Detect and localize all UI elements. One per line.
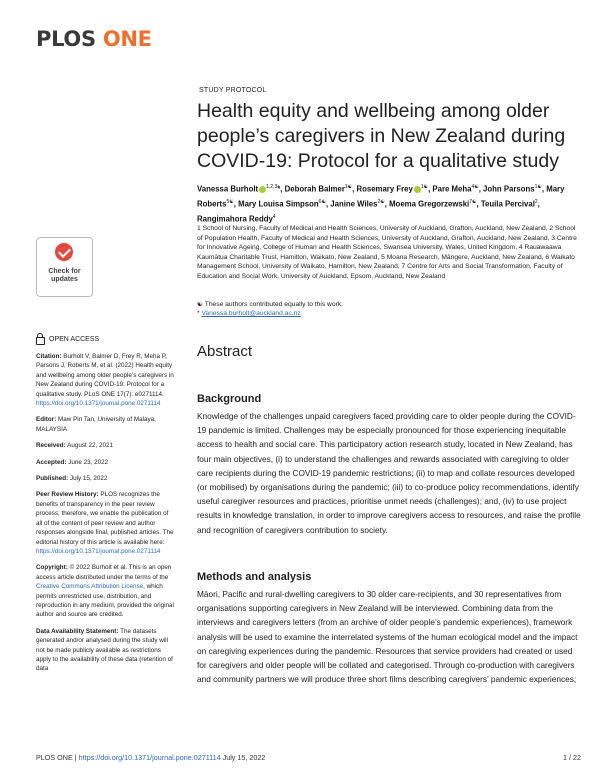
author-name[interactable]: Vanessa Burholt (197, 184, 259, 194)
author-separator: , (384, 199, 390, 209)
logo-plos: PLOS (36, 27, 96, 51)
equal-contribution-note: ☯ These authors contributed equally to this work. (197, 301, 344, 308)
author-name[interactable]: Rosemary Frey (356, 184, 413, 194)
author-separator: , (428, 184, 433, 194)
author-affiliation-marker: 4☯ (471, 184, 479, 190)
logo-one: ONE (102, 27, 152, 51)
author-affiliation-marker: 1☯ (420, 184, 429, 190)
email-link[interactable]: Vanessa.burholt@auckland.ac.nz (201, 310, 301, 318)
editor-block (36, 415, 176, 434)
accepted-block (36, 458, 176, 467)
editor-text: Maw Pin Tan, University of Malaya, MALAYSIA (36, 416, 156, 433)
badge-label (37, 268, 92, 284)
open-access-text: OPEN ACCESS (49, 335, 100, 343)
author-name[interactable]: Pare Meha (432, 184, 472, 194)
check-for-updates-badge[interactable] (36, 237, 93, 297)
data-availability-text: The datasets generated and/or analysed during the study will not be made publicly available as restrictions apply to the availability of these data (retention of data (36, 627, 173, 673)
email-mark: * (197, 310, 202, 318)
author-affiliation-marker: 4 (272, 214, 276, 221)
footer-doi-link[interactable]: https://doi.org/10.1371/journal.pone.0271114 (78, 753, 221, 762)
received-label: Received: (36, 442, 66, 450)
citation-doi-link[interactable]: https://doi.org/10.1371/journal.pone.0271114 (36, 400, 161, 408)
author-affiliation-marker: 2☯ (377, 199, 385, 206)
author-name[interactable]: Deborah Balmer (284, 184, 345, 194)
author-notes (197, 300, 577, 319)
author-separator: , (541, 184, 547, 194)
author-affiliation-marker: 6☯ (318, 199, 326, 206)
author-affiliation-marker: 2 (534, 199, 538, 206)
author-name[interactable]: John Parsons (483, 184, 535, 194)
badge-line-1: Check for (48, 268, 81, 275)
author-name[interactable]: Teuila Percival (480, 199, 535, 209)
author-separator: , (325, 199, 331, 209)
editor-label: Editor: (36, 416, 57, 424)
methods-paragraph: Māori, Pacific and rural-dwelling caregivers to 30 older care-recipients, and 30 representatives from organisations supporting caregivers in New Zealand will be interviewed. Combining data from the interviews and caregivers letters (from an archive of older people’s pandemic experiences), framework analysis will be used to examine the interrelated systems of the human ecological model and the impact on caregiving experiences during the pandemic. Resources that service providers had created or used for caregivers and older people will be collated and categorised. Through co-production with caregivers and community partners we will produce three short films describing caregivers’ pandemic experiences; (197, 589, 578, 685)
orcid-icon[interactable] (414, 186, 421, 193)
page-footer (36, 753, 581, 762)
background-paragraph: Knowledge of the challenges unpaid caregivers faced providing care to older people during the COVID-19 pandemic is limited. Challenges may be especially pronounced for those experiencing inequitable access to health and social care. This participatory action research study, located in New Zealand, has four main objectives, (i) to understand the challenges and rewards associated with caregiving to older care recipients during the COVID-19 pandemic restrictions; (ii) to map and collate resources developed (or mobilised) by organisations during the pandemic; (iii) to co-produce policy recommendations, identify useful caregiver resources and practices, prioritise unmet needs (challenges); and, (iv) to use project results in knowledge translation, in order to improve caregivers access to resources, and raise the profile and recognition of caregivers contribution to society. (197, 411, 581, 535)
background-heading: Background (197, 393, 262, 405)
accepted-date: June 23, 2022 (66, 458, 109, 466)
author-affiliation-marker: 5☯ (226, 199, 234, 206)
copyright-text: © 2022 Burholt et al. This is an open access article distributed under the terms of the (36, 564, 172, 581)
author-name[interactable]: Mary Roberts (197, 184, 565, 209)
footer-separator: | (72, 753, 79, 762)
published-date: July 15, 2022 (68, 475, 108, 483)
data-availability-block (36, 627, 176, 674)
author-affiliation-marker: 1,2,3 (266, 184, 278, 190)
received-date: August 22, 2021 (65, 442, 114, 450)
author-name[interactable]: Rangimahora Reddy (197, 214, 273, 224)
license-link[interactable]: Creative Commons Attribution License (36, 583, 144, 591)
author-list (197, 181, 577, 226)
corresponding-email-line (197, 309, 577, 318)
copyright-block (36, 563, 176, 619)
corresponding-mark: * (277, 184, 281, 194)
peer-review-text: PLOS recognizes the benefits of transparency in the peer review process; therefore, we enable the publication of all of the content of peer review and author responses alongside final, published articles. The editorial history of this article is available here: (36, 491, 174, 546)
author-name[interactable]: Janine Wiles (330, 199, 378, 209)
methods-heading: Methods and analysis (197, 571, 312, 583)
author-separator: , (537, 199, 540, 209)
data-availability-label: Data Availability Statement: (36, 627, 119, 635)
copyright-label: Copyright: (36, 564, 68, 572)
author-affiliation-marker: 7☯ (469, 199, 477, 206)
citation-label: Citation: (36, 353, 62, 360)
peer-review-block (36, 490, 176, 556)
peer-review-link[interactable]: https://doi.org/10.1371/journal.pone.0271114 (36, 547, 161, 555)
article-sidebar (36, 334, 176, 681)
open-access-label (36, 334, 176, 345)
copyright-text-end: , which permits unrestricted use, distribution, and reproduction in any medium, provided the original author and source are credited. (36, 583, 174, 619)
published-block (36, 474, 176, 483)
author-name[interactable]: Mary Louisa Simpson (238, 199, 319, 209)
affiliations: 1 School of Nursing, Faculty of Medical and Health Sciences, University of Auckland, Grafton, Auckland, New Zealand, 2 School of Population Health, Faculty of Medical and Health Sciences, University of Auckland, Grafton, Auckland, New Zealand, 3 Centre for Innovative Ageing, College of Human and Health Sciences, Swansea University, Wales, United Kingdom, 4 Rauawaawa Kaumātua Charitable Trust, Hamilton, Waikato, New Zealand, 5 Moana Research, Māngere, Auckland, New Zealand, 6 Waikato Management School, University of Waikato, Hamilton, New Zealand, 7 Centre for Arts and Social Transformation, Faculty of Education and Social Work, University of Auckland, Epsom, Auckland, New Zealand (197, 225, 577, 280)
journal-logo[interactable] (36, 27, 152, 51)
accepted-label: Accepted: (36, 458, 67, 466)
check-updates-icon (55, 243, 73, 261)
citation-block (36, 352, 176, 408)
author-separator: , (280, 184, 285, 194)
author-affiliation-marker: 1☯ (534, 184, 542, 190)
document-type: STUDY PROTOCOL (199, 87, 267, 94)
author-name[interactable]: Moema Gregorzewski (389, 199, 470, 209)
open-lock-icon (36, 337, 45, 345)
citation-text: Burholt V, Balmer D, Frey R, Meha P, Parsons J, Roberts M, et al. (2022) Health equity and wellbeing among older people’s caregivers in New Zealand during COVID-19: Protocol for a qualitative study. PLoS ONE 17(7): e0271114. (36, 353, 174, 398)
abstract-heading: Abstract (197, 343, 253, 360)
badge-line-2: updates (51, 276, 78, 283)
footer-date: July 15, 2022 (220, 753, 266, 762)
author-separator: , (233, 199, 239, 209)
received-block (36, 441, 176, 450)
author-separator: , (476, 199, 481, 209)
author-affiliation-marker: 1☯ (344, 184, 353, 190)
peer-review-label: Peer Review History: (36, 491, 99, 499)
footer-journal: PLOS ONE (36, 753, 73, 762)
author-separator: , (352, 184, 357, 194)
page-number: 1 / 22 (563, 753, 581, 762)
author-separator: , (478, 184, 484, 194)
article-title: Health equity and wellbeing among older people’s caregivers in New Zealand during COVID-19: Protocol for a qualitative study (197, 100, 566, 172)
published-label: Published: (36, 475, 69, 483)
